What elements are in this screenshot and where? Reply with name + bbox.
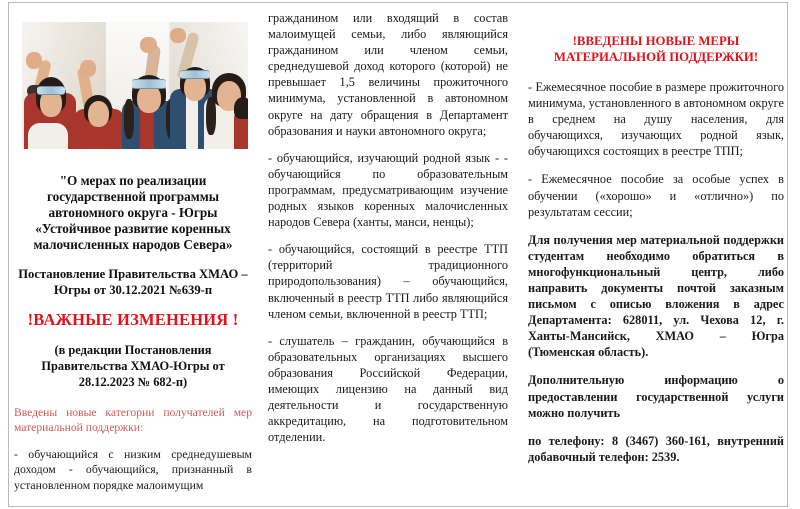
brochure-title: "О мерах по реализации государственной программы автономного округа - Югры «Устойчивое развитие коренных малочисленных народов Севера» — [33, 173, 233, 253]
photo-braid — [124, 99, 134, 139]
edition-note: (в редакции Постановления Правительства ХМАО-Югры от 28.12.2023 № 682-п) — [41, 342, 225, 389]
new-categories-paragraph: - обучающийся с низким среднедушевым доходом - обучающийся, признанный в установленном порядке малоимущим — [14, 446, 252, 492]
new-categories-note: Введены новые категории получателей мер материальной поддержки: — [14, 405, 252, 434]
contact-phone: по телефону: 8 (3467) 360-161, внутренний добавочный телефон: 2539. — [528, 433, 784, 464]
right-paragraph: - Ежемесячное пособие за особые успех в обучении («хорошо» и «отлично») по результатам сессии; — [528, 172, 784, 219]
column-layout — [14, 10, 784, 500]
photo-headband — [37, 86, 65, 95]
photo-hand — [26, 52, 42, 69]
application-instructions: Для получения мер материальной поддержки студентам необходимо обратиться в многофункциональный центр, либо направить документы почтой заказным письмом с описью вложения в адрес Департамента: 628011, ул. Чехова 12, г. Ханты-Мансийск, ХМАО – Югра (Тюменская область). — [528, 232, 784, 360]
regulation-reference: Постановление Правительства ХМАО – Югры от 30.12.2021 №639-п — [18, 267, 248, 298]
middle-column — [268, 10, 524, 500]
photo-person-6 — [234, 93, 248, 149]
photo-garment-trim — [186, 93, 198, 149]
photo-headband — [132, 79, 166, 89]
middle-paragraph: - обучающийся, состоящий в реестре ТТП (территорий традиционного природопользования) – обучающийся, включенный в реестр ТТП либо являющийся членом семьи, включенной в реестр ТТП; — [268, 242, 508, 321]
middle-paragraph: - обучающийся, изучающий родной язык - - обучающийся по образовательным программам, предусматривающим изучение родных языков коренных малочисленных народов Севера (ханты, манси, ненцы); — [268, 150, 508, 230]
photo-hand — [170, 28, 186, 43]
important-changes-alert: !ВАЖНЫЕ ИЗМЕНЕНИЯ ! — [27, 309, 239, 329]
additional-info-note: Дополнительную информацию о предоставлении государственной услуги можно получить — [528, 373, 784, 420]
photo-illustration — [22, 22, 248, 149]
header-photo — [22, 22, 248, 149]
photo-person-2 — [70, 63, 126, 149]
photo-hand — [80, 60, 96, 77]
right-column — [524, 10, 784, 500]
left-column — [14, 10, 268, 500]
photo-face — [88, 101, 109, 127]
new-measures-heading: !ВВЕДЕНЫ НОВЫЕ МЕРЫ МАТЕРИАЛЬНОЙ ПОДДЕРЖКИ! — [553, 34, 759, 64]
photo-hand — [140, 37, 157, 53]
middle-paragraph: гражданином или входящий в состав малоимущей семьи, либо являющийся гражданином или членом семьи, среднедушевой доход которого (которой) не превышает 1,5 величины прожиточного минимума, установленной в автономном округе на дату обращения в Департамент образования и науки автономного округа; — [268, 11, 508, 138]
right-paragraph: - Ежемесячное пособие в размере прожиточного минимума, установленного в автономном округе в среднем на душу населения, для обучающихся, изучающих родной язык, обучающихся состоящих в реестре ТПП; — [528, 79, 784, 159]
photo-hair — [234, 97, 248, 119]
middle-paragraph: - слушатель – гражданин, обучающийся в образовательных организациях высшего образования Российской Федерации, имеющих лицензию на данный вид деятельности и государственную аккредитацию, на подготовительном отделении. — [268, 333, 508, 445]
photo-garment-trim — [28, 123, 68, 149]
